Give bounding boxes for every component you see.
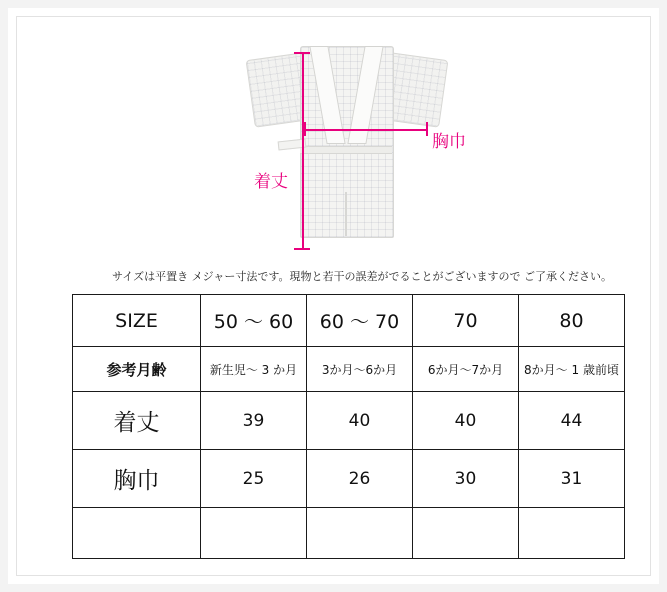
age-value-80: 8か月〜 1 歳前頃 — [519, 347, 625, 392]
body-length-50-60: 39 — [201, 392, 307, 450]
body-length-measure-line — [302, 52, 304, 250]
table-row-body-length — [73, 392, 625, 450]
table-header-80: 80 — [519, 295, 625, 347]
empty-60-70 — [307, 508, 413, 559]
body-length-label: 着丈 — [254, 172, 288, 192]
empty-label — [73, 508, 201, 559]
garment-pants-split — [345, 192, 347, 236]
chest-width-60-70: 26 — [307, 450, 413, 508]
body-length-80: 44 — [519, 392, 625, 450]
table-header-70: 70 — [413, 295, 519, 347]
body-length-70: 40 — [413, 392, 519, 450]
chest-width-measure-line — [304, 129, 428, 131]
table-row-chest-width — [73, 450, 625, 508]
table-header-50-60: 50 〜 60 — [201, 295, 307, 347]
empty-80 — [519, 508, 625, 559]
row-label-body-length: 着丈 — [73, 392, 201, 450]
garment-illustration — [8, 8, 667, 266]
size-table — [72, 294, 625, 559]
body-length-60-70: 40 — [307, 392, 413, 450]
table-header-60-70: 60 〜 70 — [307, 295, 413, 347]
row-label-age: 参考月齢 — [73, 347, 201, 392]
body-length-top-cap — [294, 52, 310, 54]
table-row-empty — [73, 508, 625, 559]
empty-70 — [413, 508, 519, 559]
chest-width-50-60: 25 — [201, 450, 307, 508]
body-length-bottom-cap — [294, 248, 310, 250]
empty-50-60 — [201, 508, 307, 559]
chest-width-right-cap — [426, 122, 428, 136]
jinbei-garment-image — [244, 34, 444, 252]
chest-width-label: 胸巾 — [432, 132, 466, 152]
table-row-age — [73, 347, 625, 392]
chest-width-left-cap — [304, 122, 306, 136]
chest-width-80: 31 — [519, 450, 625, 508]
row-label-chest-width: 胸巾 — [73, 450, 201, 508]
garment-waist-seam — [300, 146, 392, 154]
age-value-50-60: 新生児〜 3 か月 — [201, 347, 307, 392]
table-row-header — [73, 295, 625, 347]
measurement-note: サイズは平置き メジャー寸法です。現物と若干の誤差がでることがございますので ご了承ください。 — [112, 270, 613, 283]
table-header-size: SIZE — [73, 295, 201, 347]
age-value-70: 6か月〜7か月 — [413, 347, 519, 392]
age-value-60-70: 3か月〜6か月 — [307, 347, 413, 392]
chest-width-70: 30 — [413, 450, 519, 508]
